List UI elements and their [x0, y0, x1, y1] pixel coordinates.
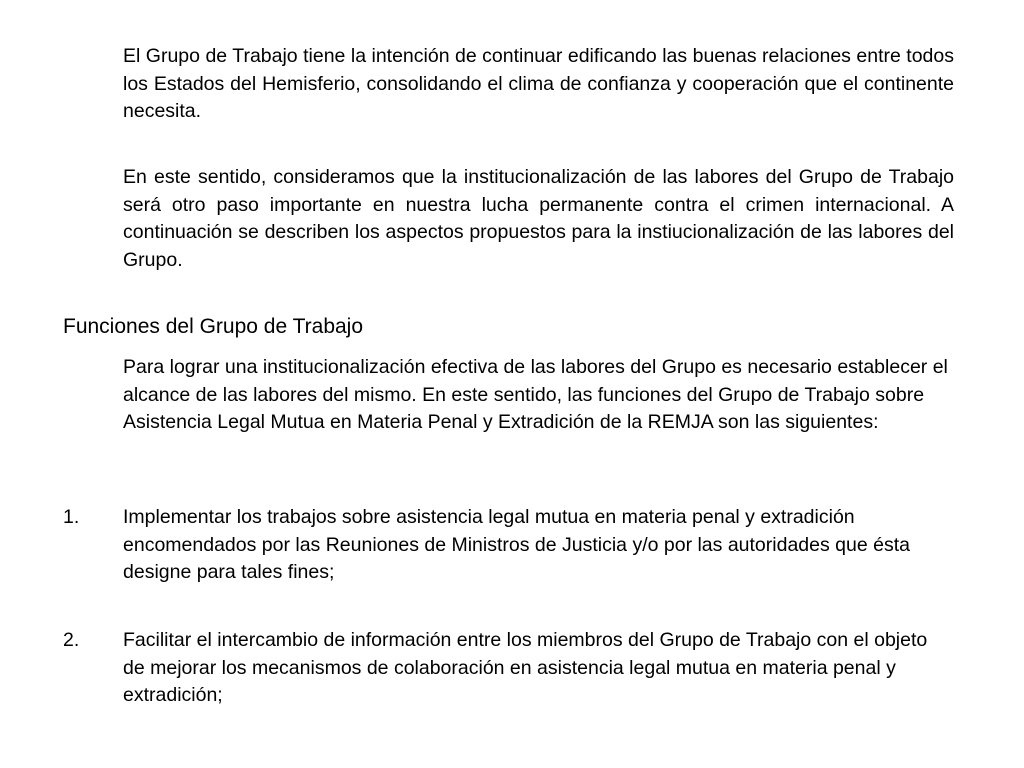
- list-item-text: Implementar los trabajos sobre asistencia legal mutua en materia penal y extradición encomendados por las Reuniones de Ministros de Justicia y/o por las autoridades que ésta designe para tales fines;: [123, 506, 910, 583]
- section-heading: Funciones del Grupo de Trabajo: [63, 315, 364, 338]
- list-item-text: Facilitar el intercambio de información entre los miembros del Grupo de Trabajo con el objeto de mejorar los mecanismos de colaboración en asistencia legal mutua en materia penal y extradición;: [123, 629, 928, 706]
- functions-intro-paragraph: Para lograr una institucionalización efectiva de las labores del Grupo es necesario establecer el alcance de las labores del mismo. En este sentido, las funciones del Grupo de Trabajo sobre Asistencia Legal Mutua en Materia Penal y Extradición de la REMJA son las siguientes:: [123, 356, 948, 433]
- list-item-number: 2.: [63, 629, 80, 651]
- intro-paragraph: El Grupo de Trabajo tiene la intención de continuar edificando las buenas relaciones entre todos los Estados del Hemisferio, consolidando el clima de confianza y cooperación que el continente necesita.: [123, 45, 954, 122]
- list-item-number: 1.: [63, 506, 80, 528]
- institutionalization-paragraph: En este sentido, consideramos que la institucionalización de las labores del Grupo de Trabajo será otro paso importante en nuestra lucha permanente contra el crimen internacional. A continuación se describen los aspectos propuestos para la instiucionalización de las labores del Grupo.: [123, 166, 954, 271]
